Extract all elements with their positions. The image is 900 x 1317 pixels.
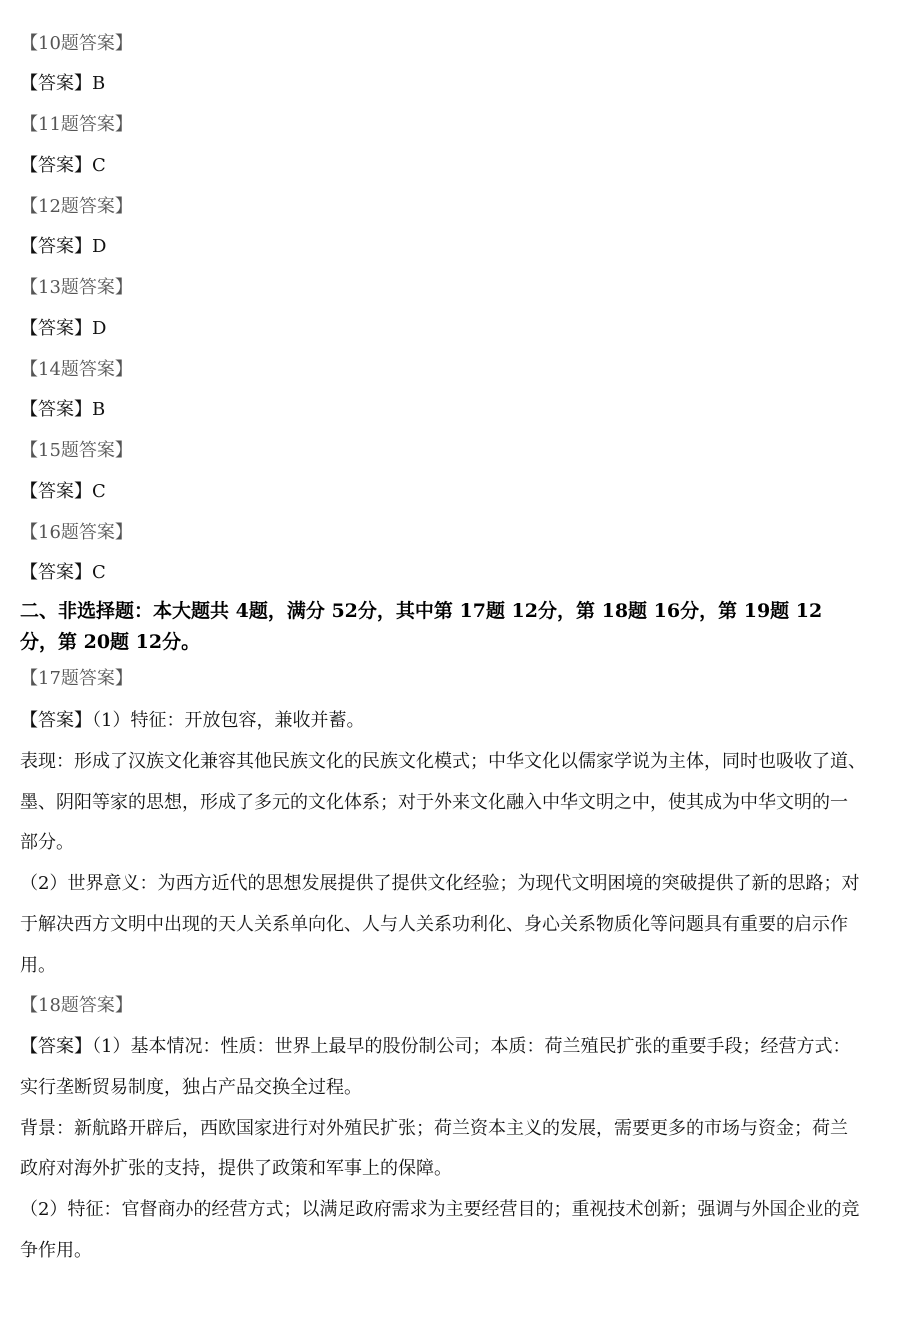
- q18-line: 实行垄断贸易制度，独占产品交换全过程。: [20, 1077, 362, 1098]
- answer-value-15: 【答案】C: [20, 481, 106, 502]
- answer-value-16: 【答案】C: [20, 562, 106, 583]
- q18-line: （2）特征：官督商办的经营方式；以满足政府需求为主要经营目的；重视技术创新；强调与外国企业的竞: [20, 1199, 860, 1220]
- answer-header-13: 【13题答案】: [20, 277, 133, 298]
- q18-line: 争作用。: [20, 1240, 92, 1261]
- answer-value-14: 【答案】B: [20, 399, 106, 420]
- answer-header-15: 【15题答案】: [20, 440, 133, 461]
- q18-line: 政府对海外扩张的支持，提供了政策和军事上的保障。: [20, 1158, 452, 1179]
- answer-header-14: 【14题答案】: [20, 359, 133, 380]
- answer-header-11: 【11题答案】: [20, 114, 133, 135]
- q18-line: 背景：新航路开辟后，西欧国家进行对外殖民扩张；荷兰资本主义的发展，需要更多的市场与资金；荷兰: [20, 1118, 848, 1139]
- answer-value-13: 【答案】D: [20, 318, 107, 339]
- q17-line: 用。: [20, 955, 56, 976]
- answer-header-12: 【12题答案】: [20, 196, 133, 217]
- answer-header-16: 【16题答案】: [20, 522, 133, 543]
- q17-line: 墨、阴阳等家的思想，形成了多元的文化体系；对于外来文化融入中华文明之中，使其成为中华文明的一: [20, 792, 848, 813]
- answer-header-17: 【17题答案】: [20, 668, 133, 689]
- q17-line: 表现：形成了汉族文化兼容其他民族文化的民族文化模式；中华文化以儒家学说为主体，同时也吸收了道、: [20, 751, 866, 772]
- answer-value-10: 【答案】B: [20, 73, 106, 94]
- q17-line: （2）世界意义：为西方近代的思想发展提供了提供文化经验；为现代文明困境的突破提供了新的思路；对: [20, 873, 860, 894]
- q17-line: 于解决西方文明中出现的天人关系单向化、人与人关系功利化、身心关系物质化等问题具有重要的启示作: [20, 914, 848, 935]
- answer-header-10: 【10题答案】: [20, 33, 133, 54]
- q17-line: 部分。: [20, 832, 74, 853]
- q17-line: 【答案】（1）特征：开放包容，兼收并蓄。: [20, 710, 365, 731]
- q18-line: 【答案】（1）基本情况：性质：世界上最早的股份制公司；本质：荷兰殖民扩张的重要手段；经营方式：: [20, 1036, 851, 1057]
- answer-value-11: 【答案】C: [20, 155, 106, 176]
- section-heading-line2: 分，第 20题 12分。: [20, 631, 201, 653]
- answer-value-12: 【答案】D: [20, 236, 107, 257]
- section-heading-line1: 二、非选择题：本大题共 4题，满分 52分，其中第 17题 12分，第 18题 16分，第 19题 12: [20, 600, 823, 622]
- answer-header-18: 【18题答案】: [20, 995, 133, 1016]
